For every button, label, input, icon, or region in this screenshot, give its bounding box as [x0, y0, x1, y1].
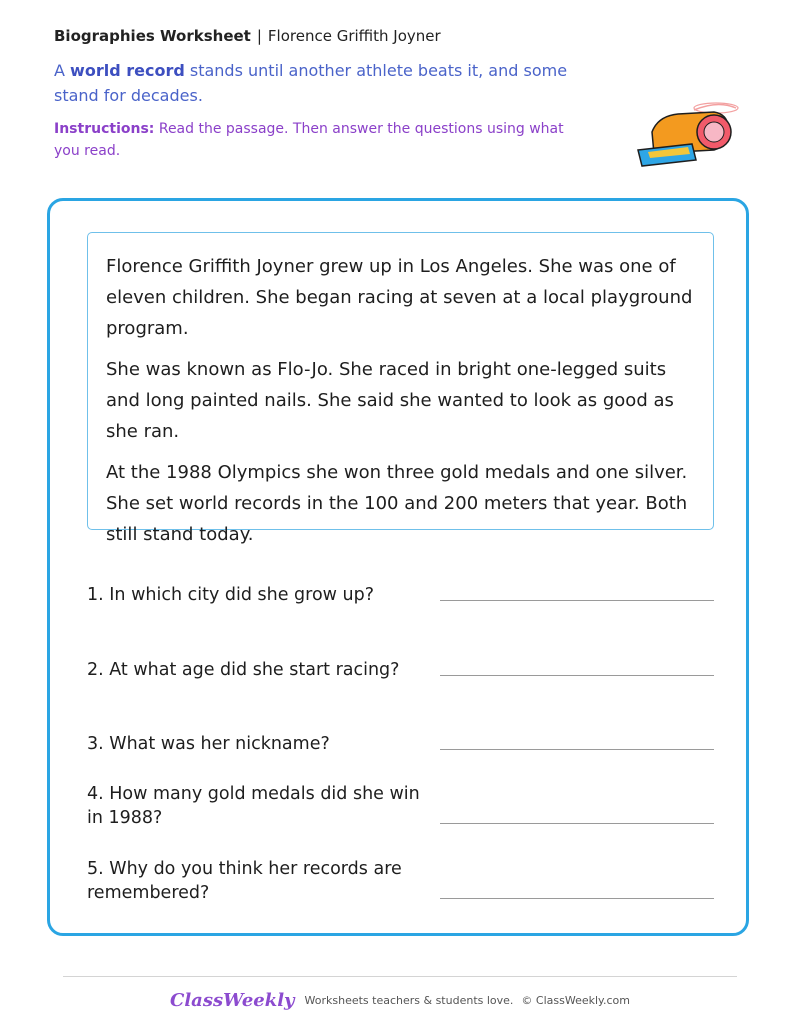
- intro-term: world record: [70, 61, 185, 80]
- answer-line-4[interactable]: [440, 823, 714, 824]
- footer: [0, 990, 800, 1011]
- question-1: 1. In which city did she grow up?: [87, 585, 375, 605]
- instructions-label: Instructions:: [54, 121, 155, 137]
- footer-divider: [63, 976, 737, 977]
- intro-rest: stands until another athlete beats it, and some stand for decades.: [54, 61, 568, 105]
- worksheet-subtitle: Florence Griffith Joyner: [267, 27, 441, 45]
- instructions: [54, 118, 574, 162]
- whistle-icon: [632, 96, 742, 176]
- passage-paragraph: At the 1988 Olympics she won three gold medals and one silver. She set world records in the 100 and 200 meters that year. Both still stand today.: [106, 462, 688, 545]
- passage-paragraph: She was known as Flo-Jo. She raced in bright one-legged suits and long painted nails. She said she wanted to look as good as she ran.: [106, 359, 674, 442]
- answer-line-2[interactable]: [440, 675, 714, 676]
- question-4: 4. How many gold medals did she win in 1988?: [87, 784, 420, 828]
- answer-line-1[interactable]: [440, 600, 714, 601]
- reading-passage: [87, 232, 714, 545]
- question-5: 5. Why do you think her records are remembered?: [87, 859, 402, 903]
- intro-lead: A: [54, 61, 65, 80]
- footer-copyright: © ClassWeekly.com: [521, 994, 630, 1007]
- answer-line-3[interactable]: [440, 749, 714, 750]
- question-3: 3. What was her nickname?: [87, 734, 330, 754]
- footer-tagline: Worksheets teachers & students love.: [304, 994, 514, 1007]
- header-separator: |: [256, 27, 262, 45]
- answer-line-5[interactable]: [440, 898, 714, 899]
- worksheet-title: Biographies Worksheet: [54, 27, 251, 45]
- intro-text: [54, 58, 594, 108]
- brand-logo: ClassWeekly: [170, 990, 295, 1011]
- question-2: 2. At what age did she start racing?: [87, 660, 400, 680]
- instructions-text: Read the passage. Then answer the questions using what you read.: [54, 121, 564, 159]
- passage-paragraph: Florence Griffith Joyner grew up in Los Angeles. She was one of eleven children. She began racing at seven at a local playground program.: [106, 256, 693, 339]
- worksheet-header: [54, 27, 441, 45]
